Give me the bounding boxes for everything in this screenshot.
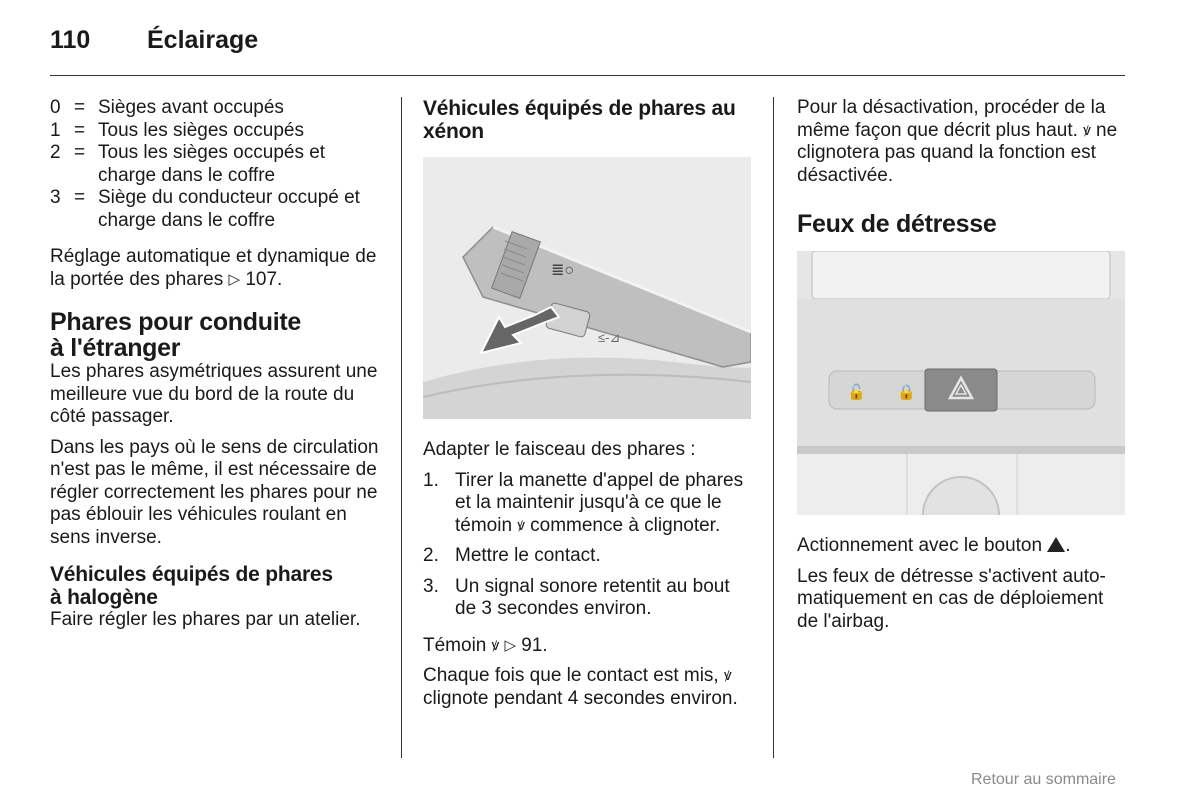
header-divider — [50, 75, 1125, 76]
headlight-lever-illustration — [423, 157, 751, 419]
list-item: 3 = Siège du conducteur occupé et charge dans le coffre — [50, 187, 360, 231]
paragraph: Dans les pays où le sens de circulation n'est pas le même, il est nécessaire de régler correctement les phares pour ne pas éblouir les véhicules roulant en sens inverse. — [50, 436, 379, 548]
page-title: Éclairage — [147, 26, 259, 54]
figure-caption: Actionnement avec le bouton . — [797, 535, 1071, 556]
list-item: 0 = Sièges avant occupés — [50, 97, 284, 118]
indicator-light-icon: ꝟ — [491, 636, 500, 654]
reference-arrow-icon: ▷ — [504, 636, 517, 654]
svg-text:🔓: 🔓 — [847, 384, 866, 401]
hazard-button-illustration — [797, 251, 1125, 515]
auto-leveling-text: Réglage automatique et dynamique de la portée des phares ▷ 107. — [50, 246, 377, 290]
section-heading-hazard: Feux de détresse — [797, 210, 997, 238]
list-item: 1. Tirer la manette d'appel de phares et la maintenir jusqu'à ce que le témoin ꝟ commence à clignoter. — [423, 469, 744, 536]
page-number: 110 — [50, 26, 91, 54]
column-right — [797, 97, 1127, 641]
svg-text:≤-⊿: ≤-⊿ — [598, 330, 621, 345]
list-item: 1 = Tous les sièges occupés — [50, 119, 304, 141]
section-heading-halogen: Véhicules équipés de phares à halogène — [50, 563, 333, 609]
section-heading-abroad: Phares pour conduite à l'étranger — [50, 308, 301, 362]
paragraph: Les feux de détresse s'activent automatiquement en cas de déploiement de l'airbag. — [797, 565, 1106, 632]
paragraph: Chaque fois que le contact est mis, ꝟ clignote pendant 4 secondes environ. — [423, 665, 738, 709]
reference-arrow-icon: ▷ — [228, 270, 241, 288]
paragraph: Adapter le faisceau des phares : — [423, 439, 696, 460]
paragraph: Les phares asymétriques assurent une meilleure vue du bord de la route du côté passager. — [50, 361, 378, 427]
svg-text:≣○: ≣○ — [551, 262, 575, 279]
section-heading-xenon: Véhicules équipés de phares au xénon — [423, 97, 736, 143]
back-to-contents-link[interactable]: Retour au sommaire — [971, 771, 1116, 788]
indicator-light-icon: ꝟ — [724, 667, 732, 684]
column-left — [50, 97, 386, 640]
list-item: 2. Mettre le contact. — [423, 545, 601, 566]
column-divider — [773, 97, 774, 758]
svg-text:🔒: 🔒 — [897, 384, 916, 401]
list-item: 2 = Tous les sièges occupés et charge dans le coffre — [50, 142, 326, 186]
column-middle — [423, 97, 755, 718]
indicator-light-icon: ꝟ — [1083, 121, 1091, 139]
hazard-warning-icon — [1047, 537, 1065, 552]
paragraph: Faire régler les phares par un atelier. — [50, 609, 361, 630]
column-divider — [401, 97, 402, 758]
list-item: 3. Un signal sonore retentit au bout de 3 secondes environ. — [423, 575, 730, 619]
indicator-reference: Témoin ꝟ ▷ 91. — [423, 634, 548, 656]
paragraph: Pour la désactivation, procéder de la même façon que décrit plus haut. ꝟ ne clignotera pas quand la fonction est désactivée. — [797, 97, 1118, 186]
indicator-light-icon: ꝟ — [517, 516, 525, 534]
